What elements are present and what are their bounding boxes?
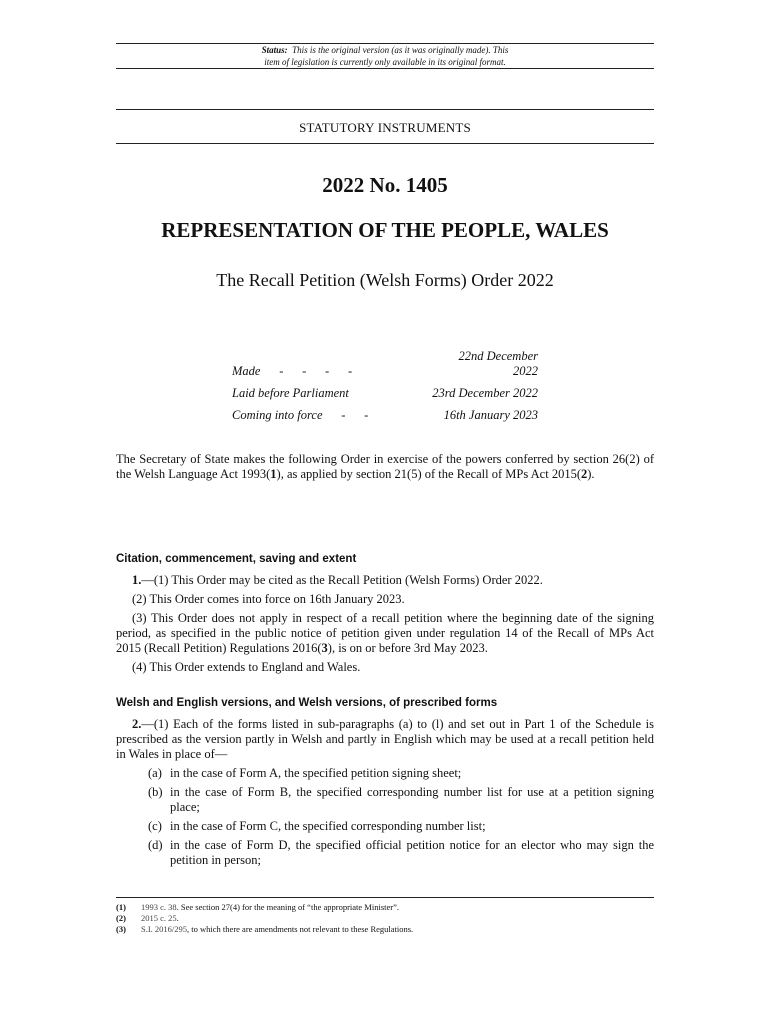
date-force-row: [232, 408, 538, 423]
list-item: [116, 838, 654, 868]
status-label: Status:: [261, 45, 288, 55]
status-line-2: item of legislation is currently only available in its original format.: [264, 57, 506, 67]
date-laid-row: [232, 386, 538, 401]
section-2-para-1: [116, 717, 654, 762]
section-1-heading: Citation, commencement, saving and extent: [116, 553, 357, 565]
list-item-marker: (c): [148, 819, 162, 833]
footnote-text: , to which there are amendments not relevant to these Regulations.: [187, 924, 414, 934]
list-item-text: in the case of Form D, the specified official petition notice for an elector who may sign the petition in person;: [170, 838, 654, 867]
footnote-row: [116, 924, 654, 935]
instrument-number: 2022 No. 1405: [322, 173, 448, 197]
footnote-ref-3[interactable]: 3: [321, 641, 328, 655]
section-1-para-3-text-a: (3) This Order does not apply in respect of a recall petition where the beginning date of the signing period, as specified in the public notice of petition given under regulation 14 of the Recall of MPs Act 2015 (Recall Petition) Regulations 2016(: [116, 611, 654, 655]
footnote-text: . See section 27(4) for the meaning of “the appropriate Minister”.: [176, 902, 399, 912]
order-title: The Recall Petition (Welsh Forms) Order 2022: [216, 270, 554, 290]
footnote-ref-1[interactable]: 1: [270, 467, 277, 481]
section-1-para-1: [116, 573, 654, 588]
subject-heading: REPRESENTATION OF THE PEOPLE, WALES: [161, 218, 609, 242]
status-line-1: This is the original version (as it was originally made). This: [292, 45, 509, 55]
footnote-link[interactable]: S.I. 2016/295: [141, 924, 188, 934]
date-made-label: Made - - - -: [232, 364, 353, 378]
instrument-type-heading: STATUTORY INSTRUMENTS: [299, 120, 471, 135]
list-item: [116, 766, 654, 781]
list-item-text: in the case of Form A, the specified petition signing sheet;: [170, 766, 462, 780]
list-item-marker: (d): [148, 838, 163, 852]
section-1-para-3-text-b: ), is on or before 3rd May 2023.: [327, 641, 488, 655]
date-laid-label: Laid before Parliament: [232, 386, 349, 400]
section-1-para-3: [116, 611, 654, 656]
footnote-text: .: [176, 913, 179, 923]
section-1-para-4: (4) This Order extends to England and Wales.: [132, 660, 361, 674]
date-made-value-line1: 22nd December: [458, 349, 538, 363]
date-made-value-line2: 2022: [513, 364, 538, 378]
footnote-number: (1): [116, 902, 126, 912]
footnote-link[interactable]: 1993 c. 38: [141, 902, 177, 912]
heading-bottom-rule: [116, 143, 654, 144]
section-1: [116, 552, 654, 679]
preamble-text-1: The Secretary of State makes the following Order in exercise of the powers conferred by section 26(2) of the Welsh Language Act 1993(: [116, 452, 654, 481]
footnote-row: [116, 902, 654, 913]
date-force-value: 16th January 2023: [443, 408, 538, 422]
section-2-para-1-text: —(1) Each of the forms listed in sub-paragraphs (a) to (l) and set out in Part 1 of the Schedule is prescribed as the version partly in Welsh and partly in English which may be used at a recall petition held in Wales in place of—: [116, 717, 654, 761]
footnote-number: (3): [116, 924, 126, 934]
date-made-row: [232, 349, 538, 379]
footnote-ref-2[interactable]: 2: [580, 467, 588, 481]
list-item: [116, 785, 654, 815]
list-item-text: in the case of Form C, the specified corresponding number list;: [170, 819, 486, 833]
dates-block: [232, 349, 538, 423]
section-2-number: 2.: [132, 717, 142, 731]
section-2: [116, 696, 654, 872]
preamble-text-3: ).: [587, 467, 595, 481]
section-2-heading: Welsh and English versions, and Welsh versions, of prescribed forms: [116, 697, 498, 709]
preamble-text-2: ), as applied by section 21(5) of the Recall of MPs Act 2015(: [276, 467, 581, 481]
section-1-para-1-text: —(1) This Order may be cited as the Recall Petition (Welsh Forms) Order 2022.: [141, 573, 543, 587]
footnote-link[interactable]: 2015 c. 25: [141, 913, 177, 923]
status-bottom-rule: [116, 68, 654, 69]
footnote-rule: [116, 897, 654, 898]
date-laid-value: 23rd December 2022: [432, 386, 538, 400]
section-1-number: 1.: [132, 573, 142, 587]
heading-top-rule: [116, 109, 654, 110]
footnote-number: (2): [116, 913, 126, 923]
list-item-marker: (a): [148, 766, 162, 780]
footnotes: [116, 902, 654, 935]
footnote-row: [116, 913, 654, 924]
list-item-marker: (b): [148, 785, 163, 799]
preamble: [116, 452, 654, 482]
list-item-text: in the case of Form B, the specified corresponding number list for use at a petition signing place;: [170, 785, 654, 814]
list-item: [116, 819, 654, 834]
section-1-para-2: (2) This Order comes into force on 16th January 2023.: [132, 592, 405, 606]
date-force-label: Coming into force - -: [232, 408, 369, 422]
status-notice: [116, 44, 654, 68]
